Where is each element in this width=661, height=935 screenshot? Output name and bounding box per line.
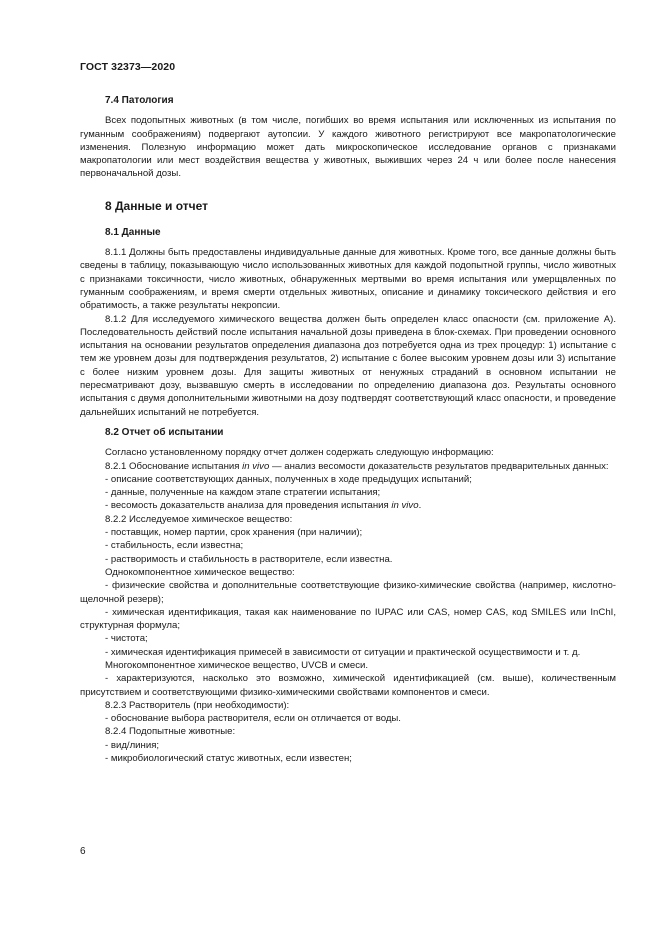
list-item: - стабильность, если известна; <box>105 540 244 552</box>
section-8-2-intro: Согласно установленному порядку отчет должен содержать следующую информацию: <box>105 447 494 459</box>
list-item: - растворимость и стабильность в растворителе, если известна. <box>105 553 393 565</box>
section-8-1-title: 8.1 Данные <box>105 226 161 238</box>
list-item: - химическая идентификация, такая как наименование по IUPAC или CAS, номер CAS, код SMILES или InChI, структурная формула; <box>80 606 616 632</box>
list-item: - микробиологический статус животных, если известен; <box>105 753 352 765</box>
list-item: - данные, полученные на каждом этапе стратегии испытания; <box>105 487 381 499</box>
multi-component-heading: Многокомпонентное химическое вещество, UVCB и смеси. <box>105 659 369 671</box>
section-8-title: 8 Данные и отчет <box>105 198 208 213</box>
section-8-1-1-paragraph: 8.1.1 Должны быть предоставлены индивидуальные данные для животных. Кроме того, все данные должны быть сведены в таблицу, показывающую число использованных животных для каждой подопытной группы, число животных с признаками токсичности, число животных, обнаруженных мертвыми во время испытания или умерщвленных по гуманным соображениям, и время смерти отдельных животных, описание и динамику токсического действия и его обратимость, а также результаты некропсии. <box>80 247 616 312</box>
list-item: - характеризуются, насколько это возможно, химической идентификацией (см. выше), количественным присутствием и соответствующими физико-химическими свойствами компонентов и смеси. <box>80 673 616 698</box>
list-item: - весомость доказательств анализа для проведения испытания in vivo. <box>105 500 422 512</box>
section-8-1-2-paragraph: 8.1.2 Для исследуемого химического вещества должен быть определен класс опасности (см. приложение А). Последовательность действий после испытания начальной дозы приведена в блок-схемах. При проведении основного испытания на основании результатов определения диапазона доз потребуется одна из трех процедур: 1) испытание с тем же уровнем дозы для подтверждения результатов, 2) испытание с более высоким уровнем дозы или 3) испытание с более низким уровнем дозы. Для защиты животных от ненужных страданий в основном испытании не пересматривают дозу, вызвавшую смерть в исследовании по определению диапазона доз. Результаты основного испытания с двумя дополнительными животными на дозу подтвердят соответствующий класс опасности, и проведение дальнейших испытаний не потребуется. <box>80 313 616 418</box>
list-item: - поставщик, номер партии, срок хранения (при наличии); <box>105 527 363 539</box>
section-8-2-3-heading: 8.2.3 Растворитель (при необходимости): <box>105 699 290 711</box>
section-8-2-title: 8.2 Отчет об испытании <box>105 426 224 438</box>
list-item: - чистота; <box>105 633 148 645</box>
list-item: - обоснование выбора растворителя, если он отличается от воды. <box>105 713 401 725</box>
list-item: - химическая идентификация примесей в зависимости от ситуации и практической осуществимости и т. д. <box>105 646 581 658</box>
page-number: 6 <box>80 846 86 857</box>
section-8-2-2-heading: 8.2.2 Исследуемое химическое вещество: <box>105 513 293 525</box>
section-7-4-title: 7.4 Патология <box>105 95 174 106</box>
section-8-2-4-heading: 8.2.4 Подопытные животные: <box>105 726 236 738</box>
list-item: - вид/линия; <box>105 739 160 751</box>
list-item: - физические свойства и дополнительные соответствующие физико-химические свойства (например, кислотно-щелочной резерв); <box>80 580 616 605</box>
list-item: - описание соответствующих данных, полученных в ходе предыдущих испытаний; <box>105 473 472 485</box>
standard-header: ГОСТ 32373—2020 <box>80 61 176 73</box>
document-body <box>80 94 616 765</box>
mono-component-heading: Однокомпонентное химическое вещество: <box>105 566 295 578</box>
section-7-4-paragraph: Всех подопытных животных (в том числе, погибших во время испытания или исключенных из испытания по гуманным соображениям) подвергают аутопсии. У каждого животного регистрируют все макропатологические изменения. Полезную информацию может дать микроскопическое исследование органов с признаками макропатологии или мест воздействия вещества у животных, выживших через 24 ч или более после нанесения первоначальной дозы. <box>80 115 616 180</box>
section-8-2-1-paragraph: 8.2.1 Обоснование испытания in vivo — анализ весомости доказательств результатов предварительных данных: <box>105 460 609 472</box>
